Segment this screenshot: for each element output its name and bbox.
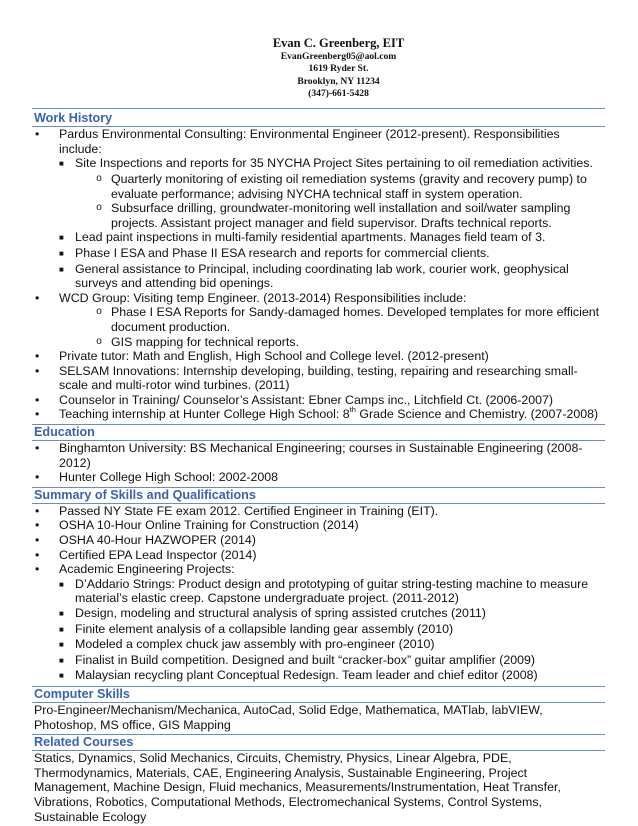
resume-header [72, 36, 605, 100]
bullet-icon: • [35, 518, 40, 533]
list-item: o GIS mapping for technical reports. [32, 335, 605, 350]
circle-bullet-icon: o [96, 172, 102, 184]
circle-bullet-icon: o [96, 202, 102, 214]
list-item: • Binghamton University: BS Mechanical Engineering; courses in Sustainable Engineering (2008-2012) [35, 441, 583, 470]
square-bullet-icon: ■ [59, 233, 64, 243]
square-bullet-icon: ■ [59, 609, 64, 618]
square-bullet-icon: ■ [59, 624, 64, 634]
square-bullet-icon: ■ [59, 159, 64, 169]
skills-section [32, 487, 605, 684]
section-title-computer-skills: Computer Skills [32, 686, 605, 703]
bullet-icon: • [35, 470, 40, 485]
bullet-icon: • [35, 290, 40, 305]
list-item: ■ Site Inspections and reports for 35 NYCHA Project Sites pertaining to oil remediation activities. [59, 156, 593, 171]
phone: (347)-661-5428 [308, 87, 369, 99]
circle-bullet-icon: o [96, 306, 102, 318]
work-history-section [32, 111, 605, 422]
list-item: ■ D’Addario Strings: Product design and prototyping of guitar string-testing machine to measure material’s elastic creep. Capstone undergraduate project. (2011-2012) [59, 576, 589, 606]
candidate-name: Evan C. Greenberg, EIT [272, 36, 405, 50]
list-item: • Pardus Environmental Consulting: Environmental Engineer (2012-present). Responsibilities include: [35, 127, 560, 156]
list-item: • Teaching internship at Hunter College High School: 8th Grade Science and Chemistry. (2007-2008) [35, 405, 599, 422]
square-bullet-icon: ■ [59, 671, 64, 681]
street-address: 1619 Ryder St. [308, 63, 369, 75]
list-item: ■ Modeled a complex chuck jaw assembly with pro-engineer (2010) [59, 637, 435, 652]
list-item: o Phase I ESA Reports for Sandy-damaged homes. Developed templates for more efficient document production. [32, 305, 605, 334]
header-divider [32, 108, 605, 109]
square-bullet-icon: ■ [59, 248, 64, 258]
bullet-icon: • [35, 533, 40, 548]
computer-skills-text: Pro-Engineer/Mechanism/Mechanica, AutoCad, Solid Edge, Mathematica, MATlab, labVIEW, Photoshop, MS office, GIS Mapping [34, 702, 543, 732]
section-title-related-courses: Related Courses [32, 734, 605, 751]
list-item: • Private tutor: Math and English, High School and College level. (2012-present) [35, 349, 489, 364]
list-item: ■ Malaysian recycling plant Conceptual Redesign. Team leader and chief editor (2008) [59, 668, 538, 683]
list-item: o Quarterly monitoring of existing oil remediation systems (gravity and recovery pump) to evaluate performance; advising NYCHA technical staff in system operation. [32, 172, 605, 201]
list-item: • Hunter College High School: 2002-2008 [35, 470, 279, 485]
list-item: • OSHA 40-Hour HAZWOPER (2014) [35, 533, 256, 548]
education-section [32, 424, 605, 485]
bullet-icon: • [35, 503, 40, 518]
city-state-zip: Brooklyn, NY 11234 [297, 75, 380, 87]
list-item: • OSHA 10-Hour Online Training for Construction (2014) [35, 518, 359, 533]
square-bullet-icon: ■ [59, 264, 64, 274]
square-bullet-icon: ■ [59, 579, 64, 589]
list-item: • Academic Engineering Projects: [35, 562, 235, 577]
list-item: ■ Design, modeling and structural analysis of spring assisted crutches (2011) [59, 606, 486, 620]
section-title-education: Education [32, 424, 605, 441]
list-item: • Passed NY State FE exam 2012. Certified Engineer in Training (EIT). [35, 503, 439, 518]
related-courses-text: Statics, Dynamics, Solid Mechanics, Circuits, Chemistry, Physics, Linear Algebra, PDE, Thermodynamics, Materials, CAE, Engineering Analysis, Sustainable Engineering, Project Management, Machine Design, Fluid mechanics, Measurements/Instrumentation, Heat Transfer, Vibrations, Robotics, Computational Methods, Electromechanical Systems, Control Systems, Sustainable Ecology [34, 751, 561, 824]
email: EvanGreenberg05@aol.com [280, 51, 397, 62]
section-title-skills: Summary of Skills and Qualifications [32, 487, 605, 504]
list-item: ■ Finite element analysis of a collapsible landing gear assembly (2010) [59, 621, 454, 636]
bullet-icon: • [35, 562, 40, 577]
bullet-icon: • [35, 349, 40, 364]
bullet-icon: • [35, 392, 40, 407]
list-item: • Counselor in Training/ Counselor’s Assistant: Ebner Camps inc., Litchfield Ct. (2006-2007) [35, 392, 554, 407]
list-item: ■ Phase I ESA and Phase II ESA research and reports for commercial clients. [59, 245, 490, 260]
circle-bullet-icon: o [96, 335, 102, 347]
bullet-icon: • [35, 407, 40, 422]
courses-section [32, 734, 605, 824]
bullet-icon: • [35, 441, 40, 456]
list-item: ■ Lead paint inspections in multi-family residential apartments. Manages field team of 3. [59, 230, 546, 245]
list-item: ■ General assistance to Principal, including coordinating lab work, courier work, geophysical surveys and attending bid openings. [59, 261, 569, 291]
list-item: • Certified EPA Lead Inspector (2014) [35, 547, 257, 562]
computer-skills-section [32, 686, 605, 732]
list-item: ■ Finalist in Build competition. Designed and built “cracker-box” guitar amplifier (2009) [59, 652, 536, 667]
section-title-work-history: Work History [32, 111, 605, 127]
list-item: o Subsurface drilling, groundwater-monitoring well installation and soil/water sampling projects. Assistant project manager and field supervisor. Drafts technical reports. [32, 201, 605, 230]
square-bullet-icon: ■ [59, 640, 64, 650]
list-item: • WCD Group: Visiting temp Engineer. (2013-2014) Responsibilities include: [35, 290, 467, 305]
list-item: • SELSAM Innovations: Internship developing, building, testing, repairing and researching small-scale and multi-rotor wind turbines. (2011) [35, 363, 578, 393]
bullet-icon: • [35, 363, 40, 378]
bullet-icon: • [35, 127, 40, 142]
bullet-icon: • [35, 547, 40, 562]
square-bullet-icon: ■ [59, 655, 64, 665]
